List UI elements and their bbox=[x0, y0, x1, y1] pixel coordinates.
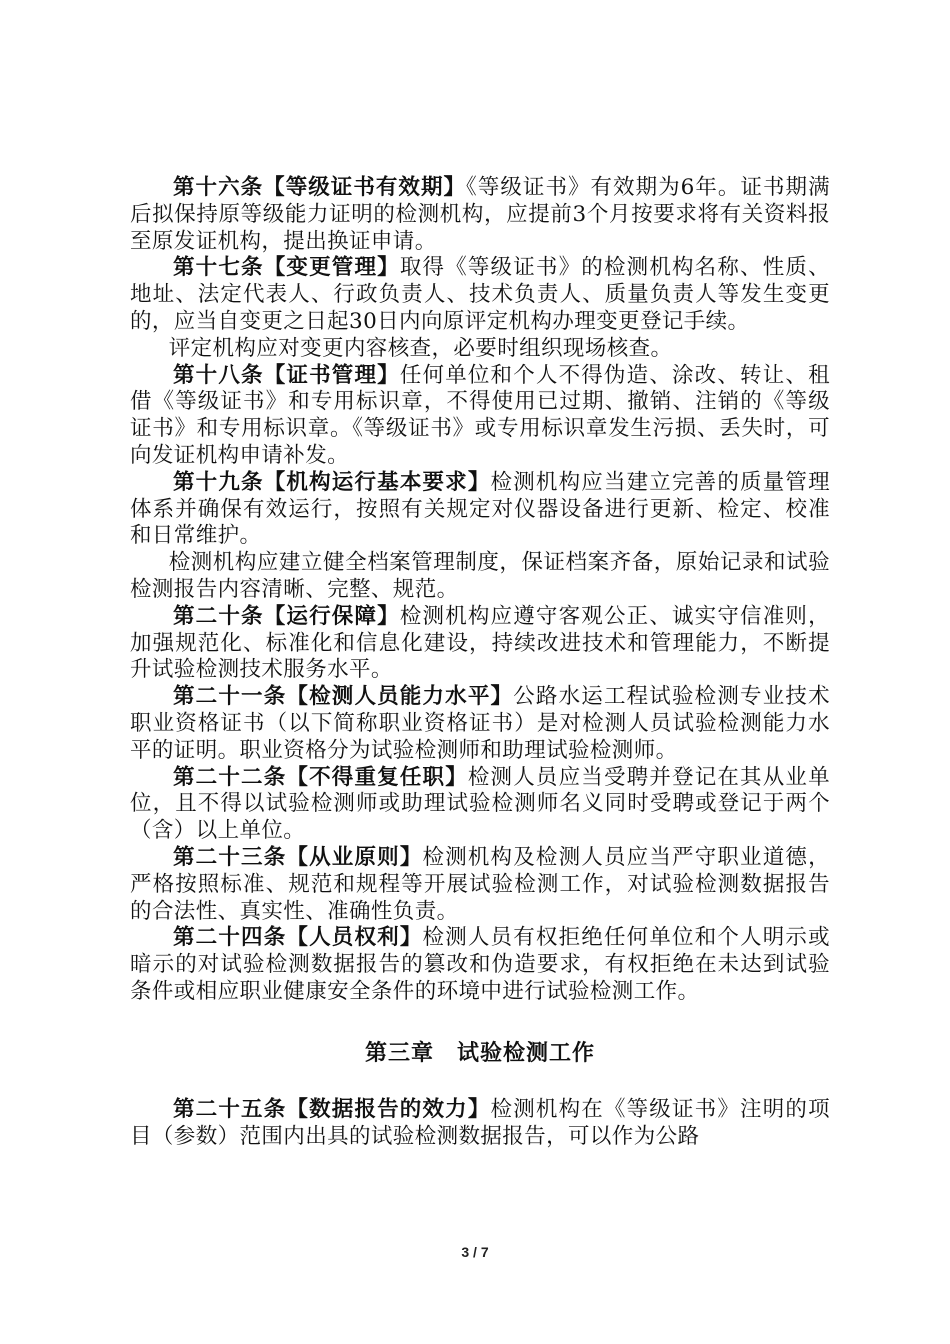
article-text: 检测机构应当建立完善的质量管理体系并确保有效运行，按照有关规定对仪器设备进行更新、检定、校准和日常维护。 bbox=[130, 469, 830, 549]
article-number: 第二十二条 bbox=[173, 764, 287, 790]
article-title: 【检测人员能力水平】 bbox=[286, 684, 514, 710]
article-title: 【等级证书有效期】 bbox=[263, 175, 467, 200]
article-text: 《等级证书》有效期为6年。证书期满后拟保持原等级能力证明的检测机构，应提前3个月按要求将有关资料报至原发证机构，提出换证申请。 bbox=[130, 175, 830, 254]
article-16 bbox=[130, 175, 830, 255]
article-text: 任何单位和个人不得伪造、涂改、转让、租借《等级证书》和专用标识章，不得使用已过期、撤销、注销的《等级证书》和专用标识章。《等级证书》或专用标识章发生污损、丢失时，可向发证机构申请补发。 bbox=[130, 362, 830, 468]
paragraph-text: 评定机构应对变更内容核查，必要时组织现场核查。 bbox=[168, 335, 673, 361]
article-title: 【数据报告的效力】 bbox=[286, 1096, 491, 1122]
article-22 bbox=[130, 765, 830, 845]
article-title: 【证书管理】 bbox=[263, 362, 400, 388]
article-19 bbox=[130, 470, 830, 550]
article-text: 检测人员有权拒绝任何单位和个人明示或暗示的对试验检测数据报告的篡改和伪造要求，有权拒绝在未达到试验条件或相应职业健康安全条件的环境中进行试验检测工作。 bbox=[130, 925, 830, 1004]
article-number: 第二十三条 bbox=[173, 844, 287, 870]
paragraph-text: 检测机构应建立健全档案管理制度，保证档案齐备，原始记录和试验检测报告内容清晰、完整、规范。 bbox=[130, 550, 830, 602]
article-text: 检测机构应遵守客观公正、诚实守信准则，加强规范化、标准化和信息化建设，持续改进技术和管理能力，不断提升试验检测技术服务水平。 bbox=[130, 603, 830, 683]
article-number: 第二十条 bbox=[173, 603, 264, 629]
article-number: 第二十五条 bbox=[173, 1096, 287, 1122]
article-text: 检测机构在《等级证书》注明的项目（参数）范围内出具的试验检测数据报告，可以作为公路 bbox=[130, 1096, 830, 1149]
article-number: 第十七条 bbox=[173, 255, 264, 281]
page-number: 3 / 7 bbox=[461, 1244, 489, 1260]
document-body bbox=[130, 175, 830, 1150]
article-text: 取得《等级证书》的检测机构名称、性质、地址、法定代表人、行政负责人、技术负责人、质量负责人等发生变更的，应当自变更之日起30日内向原评定机构办理变更登记手续。 bbox=[130, 255, 830, 334]
article-24 bbox=[130, 925, 830, 1005]
article-21 bbox=[130, 684, 830, 764]
article-number: 第二十一条 bbox=[173, 684, 287, 710]
article-number: 第十九条 bbox=[173, 469, 264, 495]
article-19-paragraph-2 bbox=[130, 550, 830, 604]
article-text: 检测机构及检测人员应当严守职业道德，严格按照标准、规范和规程等开展试验检测工作，对试验检测数据报告的合法性、真实性、准确性负责。 bbox=[130, 844, 830, 924]
article-text: 检测人员应当受聘并登记在其从业单位，且不得以试验检测师或助理试验检测师名义同时受聘或登记于两个（含）以上单位。 bbox=[130, 764, 830, 844]
article-23 bbox=[130, 845, 830, 925]
article-number: 第二十四条 bbox=[173, 925, 287, 951]
article-number: 第十八条 bbox=[173, 362, 264, 388]
article-title: 【不得重复任职】 bbox=[286, 764, 468, 790]
article-text: 公路水运工程试验检测专业技术职业资格证书（以下简称职业资格证书）是对检测人员试验检测能力水平的证明。职业资格分为试验检测师和助理试验检测师。 bbox=[130, 684, 830, 763]
article-17-paragraph-2 bbox=[130, 336, 830, 363]
article-18 bbox=[130, 363, 830, 470]
article-title: 【运行保障】 bbox=[263, 603, 400, 629]
article-title: 【人员权利】 bbox=[286, 925, 423, 951]
chapter-heading: 第三章 试验检测工作 bbox=[364, 1040, 595, 1066]
article-25 bbox=[130, 1097, 830, 1151]
article-number: 第十六条 bbox=[173, 175, 264, 200]
article-17 bbox=[130, 255, 830, 335]
article-title: 【机构运行基本要求】 bbox=[263, 469, 491, 495]
article-title: 【变更管理】 bbox=[263, 255, 400, 281]
article-title: 【从业原则】 bbox=[286, 844, 423, 870]
article-20 bbox=[130, 604, 830, 684]
